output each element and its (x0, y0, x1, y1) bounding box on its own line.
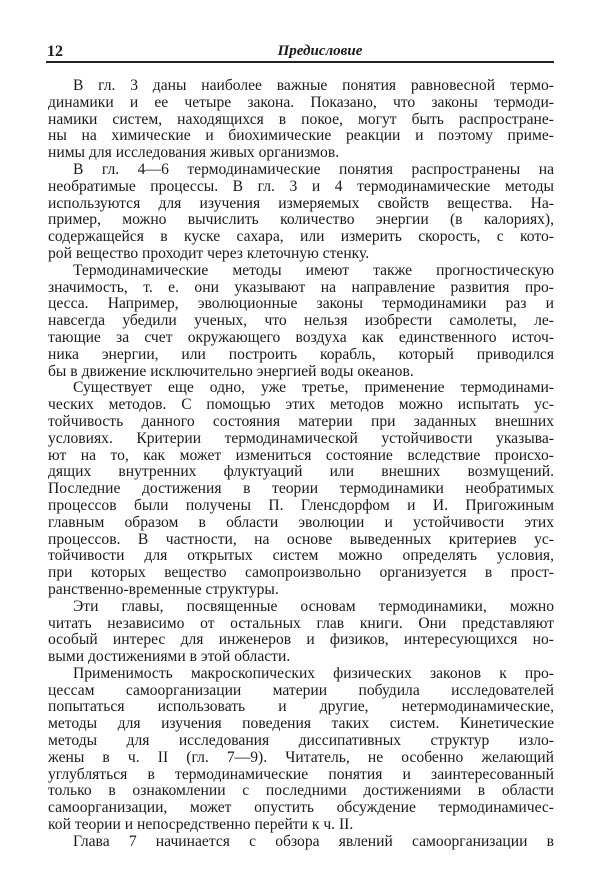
text-line: выми достижениями в этой области. (48, 648, 291, 666)
header-rule (46, 61, 554, 63)
text-line: цесса. Например, эволюционные законы термодинамики раз и (48, 295, 554, 313)
text-line: значимость, т. е. они указывают на направление развития про- (48, 278, 554, 296)
text-line: рой вещество проходит через клеточную стенку. (48, 244, 370, 262)
text-line: ны на химические и биохимические реакции и поэтому приме- (48, 127, 554, 145)
text-line: тойчивость данного состояния материи при заданных внешних (48, 412, 554, 430)
text-line: при которых вещество самопроизвольно организуется в прост- (48, 564, 554, 582)
paragraph (48, 834, 554, 851)
text-line: условиях. Критерии термодинамической устойчивости указыва- (48, 429, 554, 447)
text-line: Последние достижения в теории термодинамики необратимых (48, 480, 554, 498)
text-line: содержащейся в куске сахара, или измерить скорость, с кото- (48, 228, 554, 246)
text-line: жены в ч. II (гл. 7—9). Читатель, не особенно желающий (48, 748, 554, 766)
text-line: ют на то, как может измениться состояние вследствие происхо- (48, 446, 554, 464)
text-line: нимы для исследования живых организмов. (48, 144, 340, 162)
text-line: В гл. 3 даны наиболее важные понятия равновесной термо- (73, 77, 554, 94)
text-line: В гл. 4—6 термодинамические понятия распространены на (73, 160, 554, 178)
text-line: Эти главы, посвященные основам термодинамики, можно (73, 597, 554, 615)
text-line: процессов. В частности, на основе выведенных критериев ус- (48, 530, 554, 548)
text-line: Термодинамические методы имеют также прогностическую (73, 261, 554, 279)
text-line: только в ознакомлении с последними достижениями в области (48, 782, 554, 800)
text-line: пример, можно вычислить количество энергии (в калориях), (48, 211, 554, 229)
paragraph (48, 263, 554, 381)
text-line: используются для изучения измеряемых свойств вещества. На- (48, 194, 554, 212)
body-text (48, 78, 554, 851)
text-line: методы для изучения поведения таких систем. Кинетические (48, 715, 554, 733)
paragraph (48, 666, 554, 834)
text-line: Применимость макроскопических физических законов к про- (73, 664, 554, 682)
paragraph (48, 162, 554, 263)
text-line: дящих внутренних флуктуаций или внешних возмущений. (48, 463, 554, 481)
paragraph (48, 599, 554, 666)
paragraph (48, 380, 554, 598)
text-line: намики систем, находящихся в покое, могут быть распростране- (48, 110, 554, 128)
text-line: углубляться в термодинамические понятия и заинтересованный (48, 765, 554, 783)
text-line: кой теории и непосредственно перейти к ч. II. (48, 816, 354, 834)
text-line: динамики и ее четыре закона. Показано, что законы термоди- (48, 93, 554, 111)
text-line: тойчивости для открытых систем можно определять условия, (48, 547, 554, 565)
text-line: самоорганизации, может опустить обсуждение термодинамичес- (48, 799, 554, 817)
text-line: цессам самоорганизации материи побудила исследователей (48, 681, 554, 699)
text-line: ника энергии, или построить корабль, который приводился (48, 345, 554, 363)
text-line: бы в движение исключительно энергией воды океанов. (48, 362, 414, 380)
running-title: Предисловие (277, 43, 363, 59)
text-line: попытаться использовать и другие, нетермодинамические, (48, 698, 554, 716)
text-line: процессов были получены П. Гленсдорфом и И. Пригожиным (48, 496, 554, 514)
text-line: ческих методов. С помощью этих методов можно испытать ус- (48, 396, 554, 414)
paragraph (48, 78, 554, 162)
text-line: навсегда убедили ученых, что нельзя изобрести самолеты, ле- (48, 312, 554, 330)
text-line: ранственно-временные структуры. (48, 580, 279, 598)
text-line: Глава 7 начинается с обзора явлений самоорганизации в (73, 832, 554, 850)
text-line: Существует еще одно, уже третье, применение термодинами- (73, 379, 554, 397)
text-line: необратимые процессы. В гл. 3 и 4 термодинамические методы (48, 177, 554, 195)
text-line: главным образом в области эволюции и устойчивости этих (48, 513, 554, 531)
page-number: 12 (47, 43, 63, 60)
text-line: читать независимо от остальных глав книги. Они представляют (48, 614, 554, 632)
text-line: тающие за счет окружающего воздуха как единственного источ- (48, 328, 554, 346)
text-line: особый интерес для инженеров и физиков, интересующихся но- (48, 631, 554, 649)
text-line: методы для исследования диссипативных структур изло- (48, 732, 554, 750)
